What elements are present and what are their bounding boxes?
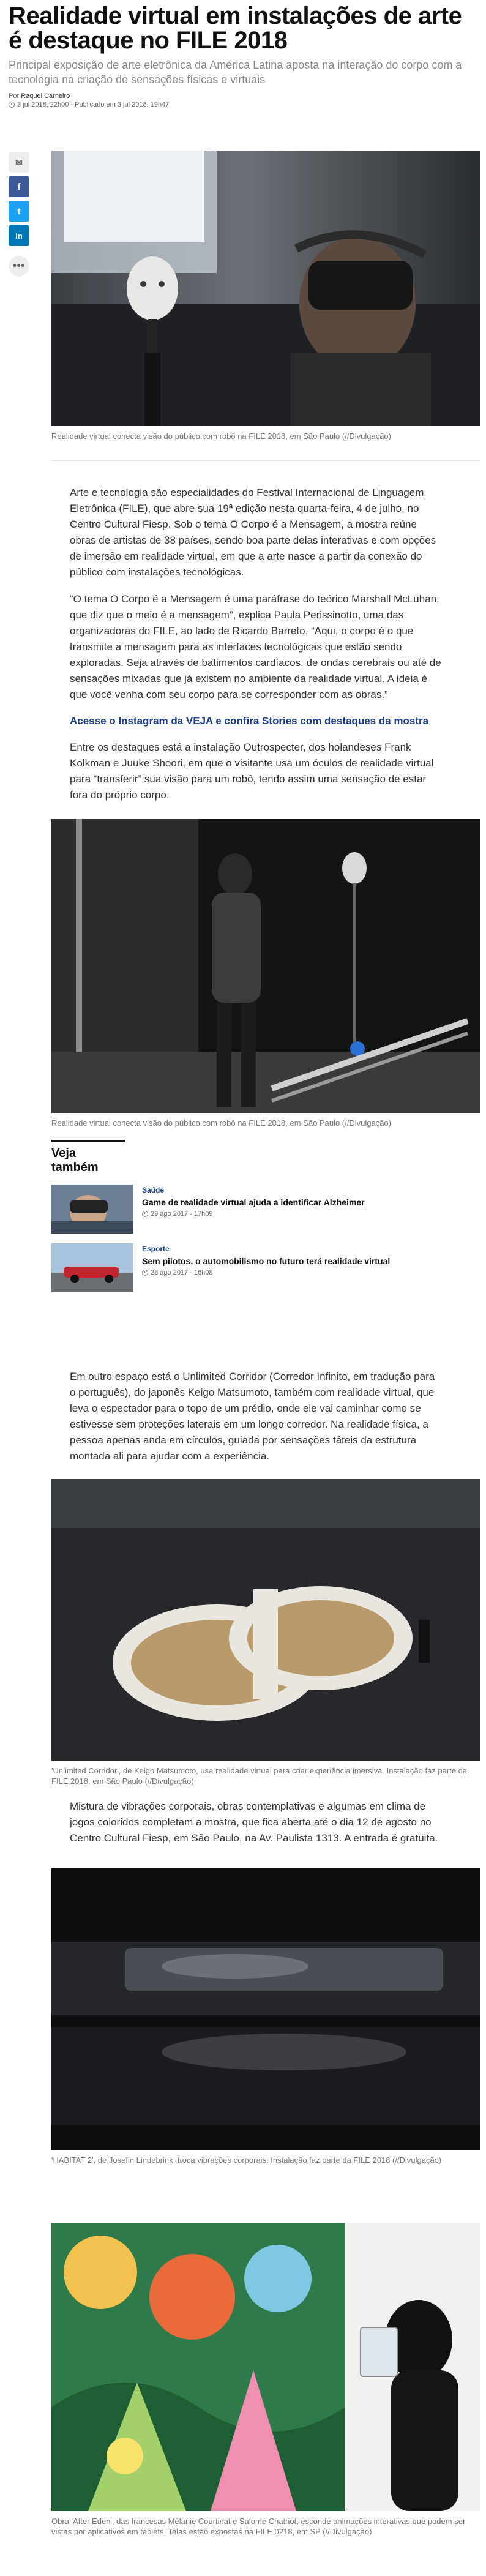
byline-prefix: Por (9, 92, 20, 100)
related-category[interactable]: Esporte (142, 1245, 170, 1253)
figure-5 (51, 2223, 480, 2537)
related-title[interactable]: Game de realidade virtual ajuda a identificar Alzheimer (142, 1197, 365, 1207)
figure-4-caption: 'HABITAT 2', de Josefin Lindebrink, troca vibrações corporais. Instalação faz parte da FILE 2018 (//Divulgação) (51, 2155, 442, 2165)
share-bar (9, 152, 29, 277)
related-category[interactable]: Saúde (142, 1186, 165, 1194)
related-thumbnail[interactable] (51, 1185, 133, 1234)
figure-3 (51, 1479, 480, 1786)
facebook-share-icon[interactable]: f (9, 176, 29, 197)
related-thumbnail[interactable] (51, 1243, 133, 1292)
related-heading: Veja também (51, 1140, 125, 1175)
publish-dates: 3 jul 2018, 22h00 - Publicado em 3 jul 2018, 19h47 (17, 101, 170, 108)
byline (9, 92, 477, 109)
article-body-3 (70, 1799, 443, 1857)
related-section (51, 1140, 480, 1292)
clock-icon (142, 1211, 148, 1217)
twitter-share-icon[interactable]: t (9, 201, 29, 222)
paragraph-1: Arte e tecnologia são especialidades do Festival Internacional de Linguagem Eletrônica (FILE), que abre sua 19ª edição nesta quarta-feira, 4 de julho, no Centro Cultural Fiesp. Sob o tema O Corpo é a Mensagem, a mostra reúne obras de artistas de 38 países, sendo boa parte delas interativas e com opções de imersão em realidade virtual, em que a arte nasce a partir da conexão do público com instalações tecnológicas. (70, 487, 436, 578)
figure-5-caption: Obra 'After Eden', das francesas Mélanie Courtinat e Salomé Chatriot, esconde animações interativas que podem ser vistas por aplicativos em tablets. Telas estão expostas na FILE 0218, em SP (//Divulgação) (51, 2517, 466, 2536)
photo-vr-robot (51, 151, 480, 426)
paragraph-5: Mistura de vibrações corporais, obras contemplativas e algumas em clima de jogos coloridos completam a mostra, que fica aberta até o dia 12 de agosto no Centro Cultural Fiesp, em São Paulo, na Av. Paulista 1313. A entrada é gratuita. (70, 1800, 438, 1844)
paragraph-3: Entre os destaques está a instalação Outrospecter, dos holandeses Frank Kolkman e Juuke Shoori, em que o visitante usa um óculos de realidade virtual para “transferir” sua visão para um robô, tendo assim uma sensação de estar fora do próprio corpo. (70, 741, 434, 801)
related-title[interactable]: Sem pilotos, o automobilismo no futuro terá realidade virtual (142, 1256, 391, 1266)
figure-4 (51, 1868, 480, 2165)
author-link[interactable]: Raquel Carneiro (21, 92, 70, 100)
photo-after-eden (51, 2223, 480, 2511)
related-date: 28 ago 2017 - 16h08 (151, 1269, 213, 1276)
article-subtitle: Principal exposição de arte eletrônica da América Latina aposta na interação do corpo com a tecnologia na criação de sensações físicas e virtuais (9, 59, 462, 86)
photo-habitat-2 (51, 1868, 480, 2150)
related-item[interactable] (51, 1185, 480, 1234)
more-options-icon[interactable]: ••• (9, 256, 29, 277)
figure-1 (51, 151, 480, 441)
related-item[interactable] (51, 1243, 480, 1292)
figure-1-caption: Realidade virtual conecta visão do público com robô na FILE 2018, em São Paulo (//Divulgação) (51, 432, 391, 441)
figure-3-caption: 'Unlimited Corridor', de Keigo Matsumoto, usa realidade virtual para criar experiência imersiva. Instalação faz parte da FILE 2018, em São Paulo (//Divulgação) (51, 1766, 468, 1786)
clock-icon (142, 1270, 148, 1276)
article-header (0, 0, 486, 109)
article-body-2 (70, 1369, 443, 1475)
article-title: Realidade virtual em instalações de arte é destaque no FILE 2018 (9, 2, 462, 54)
related-date: 29 ago 2017 - 17h09 (151, 1210, 213, 1218)
article-body-1 (70, 485, 443, 814)
paragraph-4: Em outro espaço está o Unlimited Corridor (Corredor Infinito, em tradução para o português), do japonês Keigo Matsumoto, também com realidade virtual, que leva o espectador para o topo de um prédio, onde ele vai caminhar como se estivesse sem proteções laterais em um longo corredor. Na realidade física, a pessoa apenas anda em círculos, guiada por sensações táteis da estrutura montada ali para ajudar com a experiência. (70, 1371, 435, 1462)
paragraph-2: “O tema O Corpo é a Mensagem é uma paráfrase do teórico Marshall McLuhan, que diz que o meio é a mensagem”, explica Paula Perissinotto, uma das organizadoras do FILE, ao lado de Ricardo Barreto. “Aqui, o corpo é o que transmite a mensagem para as interfaces tecnológicas que estão sendo exploradas. Seja através de batimentos cardíacos, de ondas cerebrais ou até de sensações mixadas que já existem no ambiente da realidade virtual. A ideia é que você venha com seu corpo para se corresponder com as obras.” (70, 593, 441, 700)
photo-outrospecter (51, 819, 480, 1113)
linkedin-share-icon[interactable]: in (9, 225, 29, 246)
divider (51, 460, 480, 461)
clock-icon (9, 102, 15, 108)
photo-unlimited-corridor (51, 1479, 480, 1761)
figure-2 (51, 819, 480, 1128)
instagram-link[interactable]: Acesse o Instagram da VEJA e confira Stories com destaques da mostra (70, 715, 429, 727)
figure-2-caption: Realidade virtual conecta visão do público com robô na FILE 2018, em São Paulo (//Divulgação) (51, 1118, 391, 1128)
email-share-icon[interactable]: ✉ (9, 152, 29, 173)
